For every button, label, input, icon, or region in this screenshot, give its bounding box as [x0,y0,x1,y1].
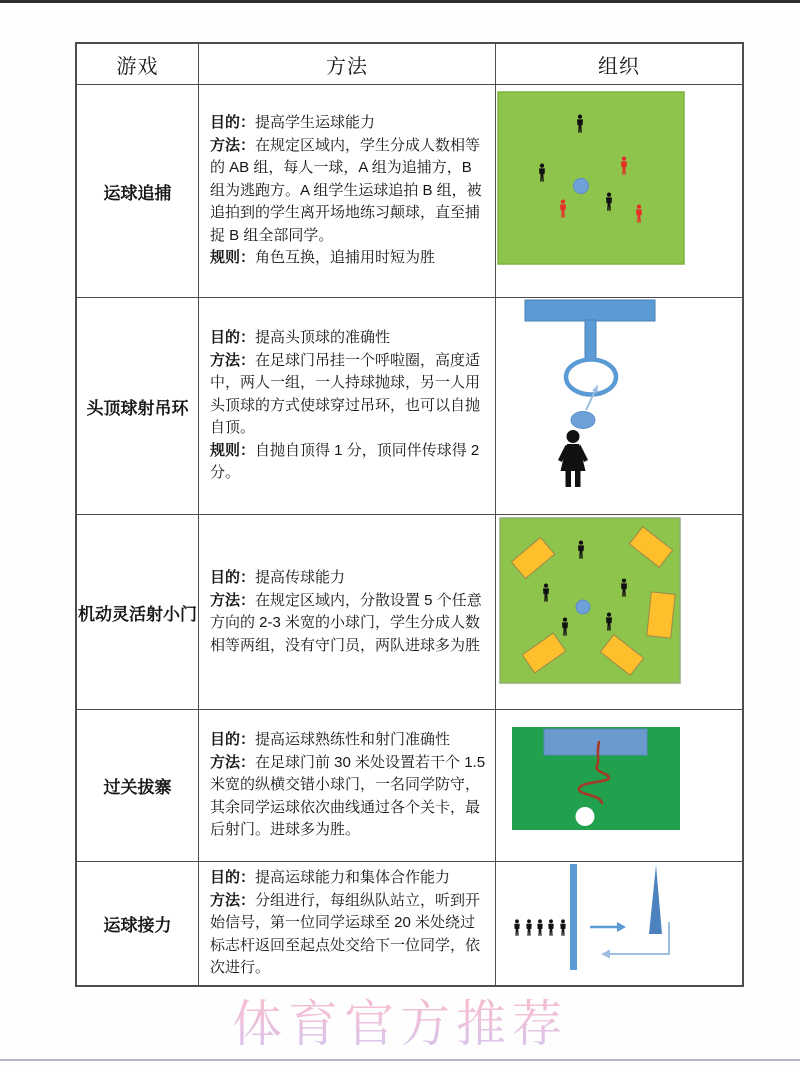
game-name-5: 运球接力 [77,862,199,985]
game-name-3: 机动灵活射小门 [77,515,199,710]
ball-icon [571,412,595,429]
player-black-icon [548,919,553,935]
method-line: 方法：在规定区域内，分散设置 5 个任意方向的 2-3 米宽的小球门，学生分成人数相等两组，没有守门员，两队进球多为胜 [210,591,482,654]
player-black-icon [560,919,565,935]
method-text-3 [199,515,496,710]
rule-line: 规则：自抛自顶得 1 分，顶同伴传球得 2 分。 [210,441,480,482]
watermark-text: 体育官方推荐 [232,984,568,1056]
ball-icon [576,807,595,826]
method-text-1 [199,85,496,298]
ball-icon [574,179,589,194]
game-name-4: 过关拔寨 [77,710,199,862]
return-arrowhead [601,950,610,959]
purpose-line: 目的：提高传球能力 [210,569,346,586]
mini-goal [647,592,675,638]
diagram-header-ring [496,298,742,515]
game-name-2: 头顶球射吊环 [77,298,199,515]
purpose-line: 目的：提高学生运球能力 [210,114,376,132]
rule-line: 规则：角色互换，追捕用时短为胜 [210,249,436,267]
goal-crossbar [525,300,655,321]
bottom-divider [0,1059,800,1061]
diagram-mini-goals [496,515,742,710]
header-game: 游戏 [77,44,199,85]
method-text-4 [199,710,496,862]
top-divider [0,0,800,3]
games-table [75,42,744,987]
method-line: 方法：在足球门前 30 米处设置若干个 1.5 米宽的纵横交错小球门，一名同学防守，其余同学运球依次曲线通过各个关卡，最后射门。进球多为胜。 [210,753,486,839]
method-line: 方法：在规定区域内，学生分成人数相等的 AB 组，每人一球，A 组为追捕方，B 组为逃跑方。A 组学生运球追拍 B 组，被追拍到的学生离开场地练习颠球，直至捕捉 B 组全部同学。 [210,136,482,244]
diagram-relay [496,862,742,985]
method-text-5 [199,862,496,985]
go-arrowhead [617,922,626,932]
diagram-chase-game [496,85,742,298]
method-line: 方法：在足球门吊挂一个呼啦圈，高度适中，两人一组，一人持球抛球，另一人用头顶球的方式使球穿过吊环，也可以自抛自顶。 [210,351,481,437]
method-line: 方法：分组进行，每组纵队站立，听到开始信号，第一位同学运球至 20 米处绕过标志杆返回至起点处交给下一位同学，依次进行。 [210,891,481,977]
player-black-icon [526,919,531,935]
player-black-icon [537,919,542,935]
purpose-line: 目的：提高头顶球的准确性 [210,329,391,347]
purpose-line: 目的：提高运球熟练性和射门准确性 [210,731,451,749]
game-name-1: 运球追捕 [77,85,199,298]
method-text-2 [199,298,496,515]
goal-area [544,729,647,755]
player-female-icon [560,430,586,487]
purpose-line: 目的：提高运球能力和集体合作能力 [210,869,451,887]
start-line [570,864,577,970]
field [498,92,684,264]
header-organization: 组织 [496,44,742,85]
marker-cone [649,865,662,934]
hula-hoop-ring [566,360,616,395]
hanging-post [585,320,596,359]
header-method: 方法 [199,44,496,85]
ball-icon [576,600,590,614]
diagram-slalom-shoot [496,710,742,862]
player-black-icon [514,919,519,935]
